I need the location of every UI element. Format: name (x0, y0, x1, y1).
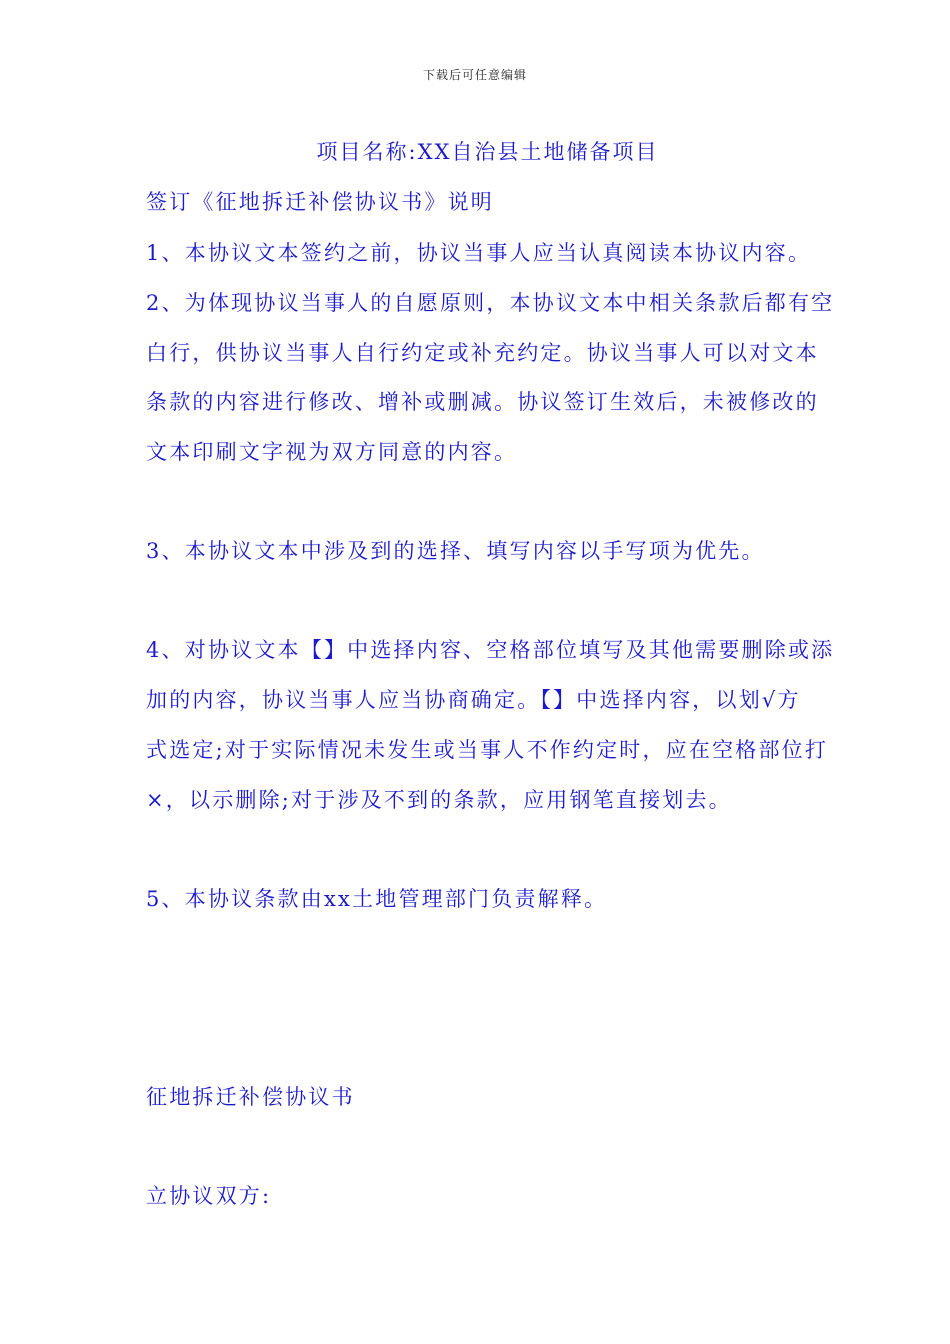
explanation-item-2-line-2: 白行，供协议当事人自行约定或补充约定。协议当事人可以对文本 (146, 341, 819, 365)
explanation-item-3: 3、本协议文本中涉及到的选择、填写内容以手写项为优先。 (146, 539, 765, 563)
explanation-item-4-line-3: 式选定;对于实际情况未发生或当事人不作约定时，应在空格部位打 (146, 738, 829, 762)
explanation-item-2-line-3: 条款的内容进行修改、增补或删减。协议签订生效后，未被修改的 (146, 390, 819, 414)
explanation-item-2-line-1: 2、为体现协议当事人的自愿原则，本协议文本中相关条款后都有空 (146, 291, 835, 315)
explanation-item-4-line-2: 加的内容，协议当事人应当协商确定。【】中选择内容，以划√方 (146, 688, 801, 712)
parties-label: 立协议双方: (146, 1184, 272, 1208)
explanation-item-4-line-1: 4、对协议文本【】中选择内容、空格部位填写及其他需要删除或添 (146, 638, 835, 662)
page-header-note: 下载后可任意编辑 (422, 68, 527, 82)
explanation-item-5: 5、本协议条款由xx土地管理部门负责解释。 (146, 887, 608, 911)
project-title: 项目名称:XX自治县土地储备项目 (316, 140, 659, 164)
explanation-item-2-line-4: 文本印刷文字视为双方同意的内容。 (146, 440, 518, 464)
explanation-item-1: 1、本协议文本签约之前，协议当事人应当认真阅读本协议内容。 (146, 241, 812, 265)
explanation-item-4-line-4: ×，以示删除;对于涉及不到的条款，应用钢笔直接划去。 (146, 788, 732, 812)
agreement-title: 征地拆迁补偿协议书 (146, 1085, 355, 1109)
explanation-heading: 签订《征地拆迁补偿协议书》说明 (146, 190, 494, 214)
